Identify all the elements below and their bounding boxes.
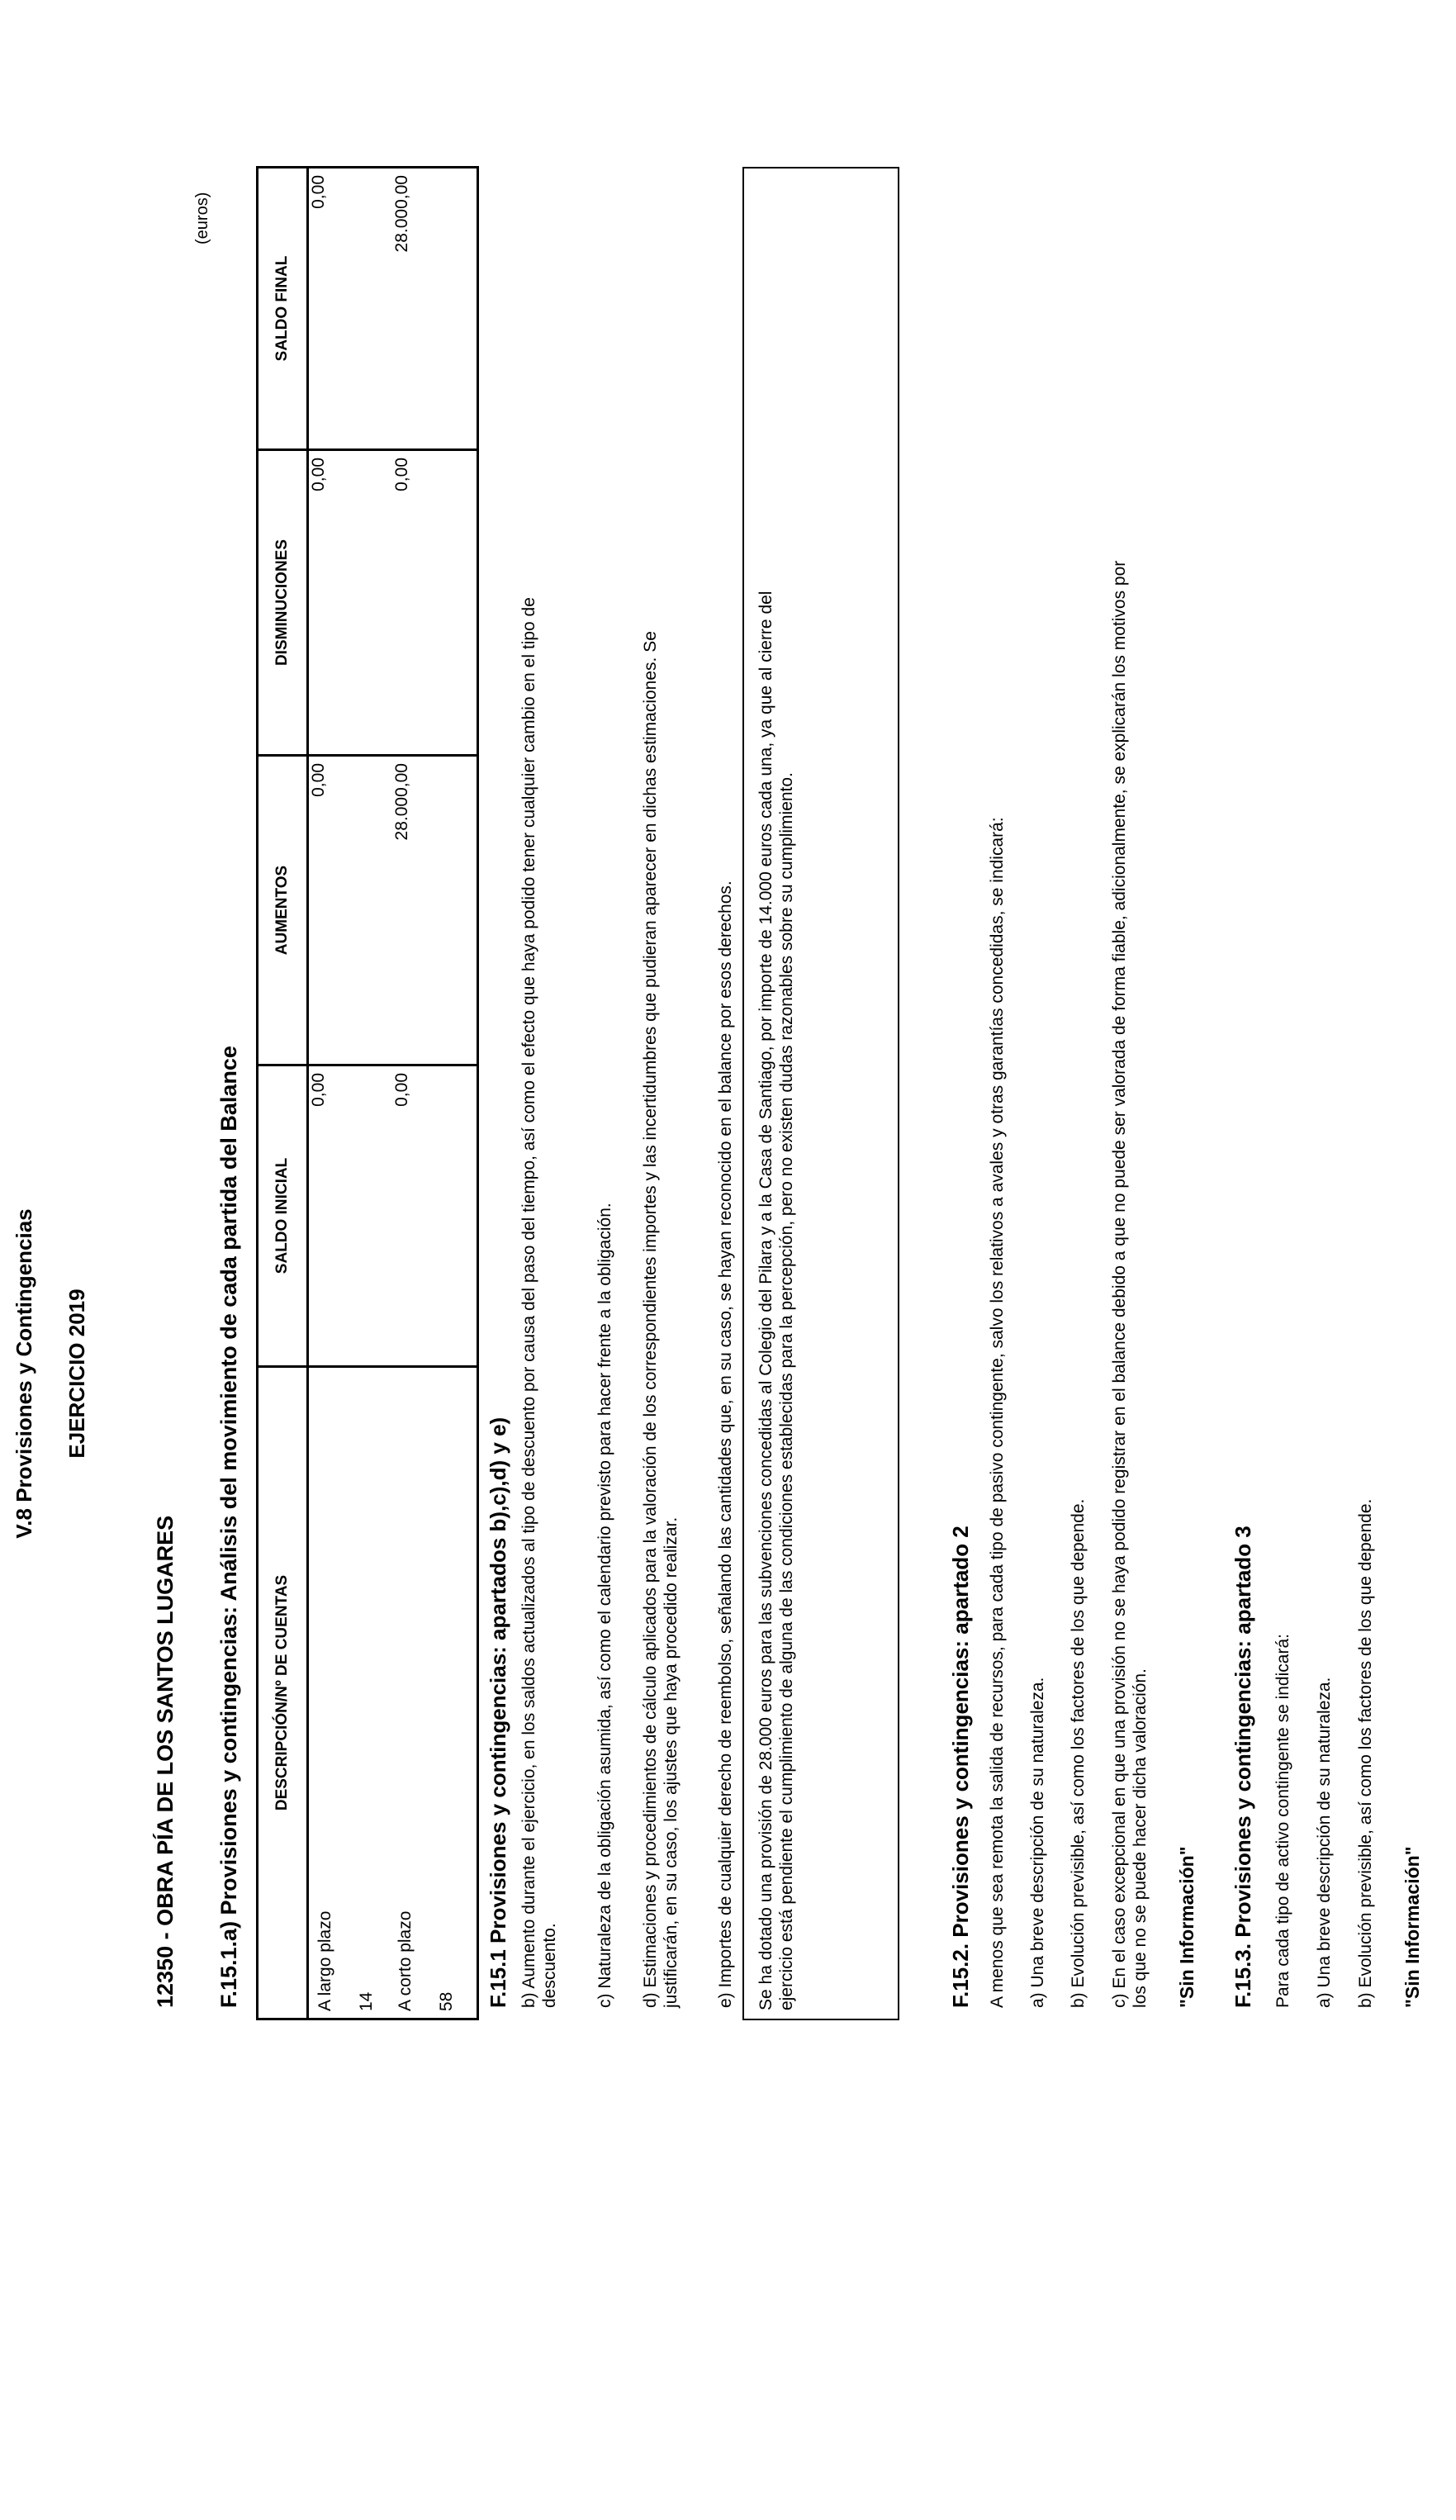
col-header-description: DESCRIPCIÓN/Nº DE CUENTAS [258,1367,308,2019]
f151a-title: F.15.1.a) Provisiones y contingencias: Análisis del movimiento de cada partida del Balance [216,1046,241,2008]
f152-c [1109,561,1150,2008]
cell-saldo-inicial: 0,00 [308,1065,392,1367]
f152-no-info: "Sin Información" [1176,1846,1198,2008]
f152-c-line1: c) En el caso excepcional en que una provisión no se haya podido registrar en el balance debido a que no puede ser valorada de forma fiable, adicionalmente, se explicarán los motivos por [1110,560,1129,2008]
f151-c: c) Naturaleza de la obligación asumida, así como el calendario previsto para hacer frente a la obligación. [595,1203,614,2008]
f151-d-line1: d) Estimaciones y procedimientos de cálculo aplicados para la valoración de los correspondientes importes y las incertidumbres que pudieran aparecer en dichas estimaciones. Se [641,631,660,2008]
note-box [742,167,899,2020]
table-row [392,168,478,2019]
row-account: 14 [357,1991,376,2011]
cell-saldo-final: 0,00 [308,168,392,450]
cell-aumentos: 28.000,00 [392,756,478,1065]
cell-saldo-inicial: 0,00 [392,1065,478,1367]
f152-a: a) Una breve descripción de su naturaleza. [1028,1677,1047,2008]
note-line2: ejercicio está pendiente el cumplimiento de alguna de las condiciones establecidas para la percepción, pero no existen dudas razonables sobre su cumplimiento. [777,772,796,2010]
col-header-disminuciones: DISMINUCIONES [258,450,308,756]
cell-disminuciones: 0,00 [392,450,478,756]
f151-b-line1: b) Aumento durante el ejercicio, en los saldos actualizados al tipo de descuento por causa del paso del tiempo, así como el efecto que haya podido tener cualquier cambio en el tipo de [519,597,538,2008]
cell-aumentos: 0,00 [308,756,392,1065]
section-title: V.8 Provisiones y Contingencias [12,1208,36,1539]
row-description [308,1367,392,2019]
f152-intro: A menos que sea remota la salida de recursos, para cada tipo de pasivo contingente, salvo los relativos a avales y otras garantías concedidas, se indicará: [988,817,1007,2008]
f151-title: F.15.1 Provisiones y contingencias: apartados b),c),d) y e) [486,1417,510,2008]
f153-intro: Para cada tipo de activo contingente se indicará: [1273,1634,1292,2008]
entity-title: 12350 - OBRA PÍA DE LOS SANTOS LUGARES [153,1515,178,2008]
note-line1: Se ha dotado una provisión de 28.000 euros para las subvenciones concedidas al Colegio del Pilara y a la Casa de Santiago, por importe de 14.000 euros cada una, ya que al cierre del [756,591,775,2010]
f151-b-line2: descuento. [540,1923,559,2008]
note-text [756,168,797,2010]
row-desc-label: A corto plazo [395,1910,415,2011]
col-header-aumentos: AUMENTOS [258,756,308,1065]
col-header-saldo-final: SALDO FINAL [258,168,308,450]
f153-a: a) Una breve descripción de su naturaleza. [1315,1677,1334,2008]
f151-e: e) Importes de cualquier derecho de reembolso, señalando las cantidades que, en su caso, se hayan reconocido en el balance por esos derechos. [716,880,735,2008]
f151-b [519,597,560,2008]
row-account: 58 [436,1991,456,2011]
table-row [308,168,392,2019]
f152-title: F.15.2. Provisiones y contingencias: apartado 2 [948,1526,973,2008]
f153-no-info: "Sin Información" [1401,1846,1423,2008]
cell-saldo-final: 28.000,00 [392,168,478,450]
f151-d [640,631,681,2008]
f151-d-line2: justificarán, en su caso, los ajustes que haya procedido realizar. [662,1516,681,2008]
f153-b: b) Evolución previsible, así como los factores de los que depende. [1356,1498,1375,2008]
exercise-title: EJERCICIO 2019 [64,1288,89,1459]
row-description [392,1367,478,2019]
col-header-saldo-inicial: SALDO INICIAL [258,1065,308,1367]
f152-b: b) Evolución previsible, así como los factores de los que depende. [1069,1498,1088,2008]
f153-title: F.15.3. Provisiones y contingencias: apartado 3 [1231,1526,1255,2008]
row-desc-label: A largo plazo [315,1910,334,2011]
movement-table [256,166,479,2020]
cell-disminuciones: 0,00 [308,450,392,756]
f152-c-line2: los que no se puede hacer dicha valoración. [1131,1668,1150,2008]
units-label: (euros) [193,192,211,244]
